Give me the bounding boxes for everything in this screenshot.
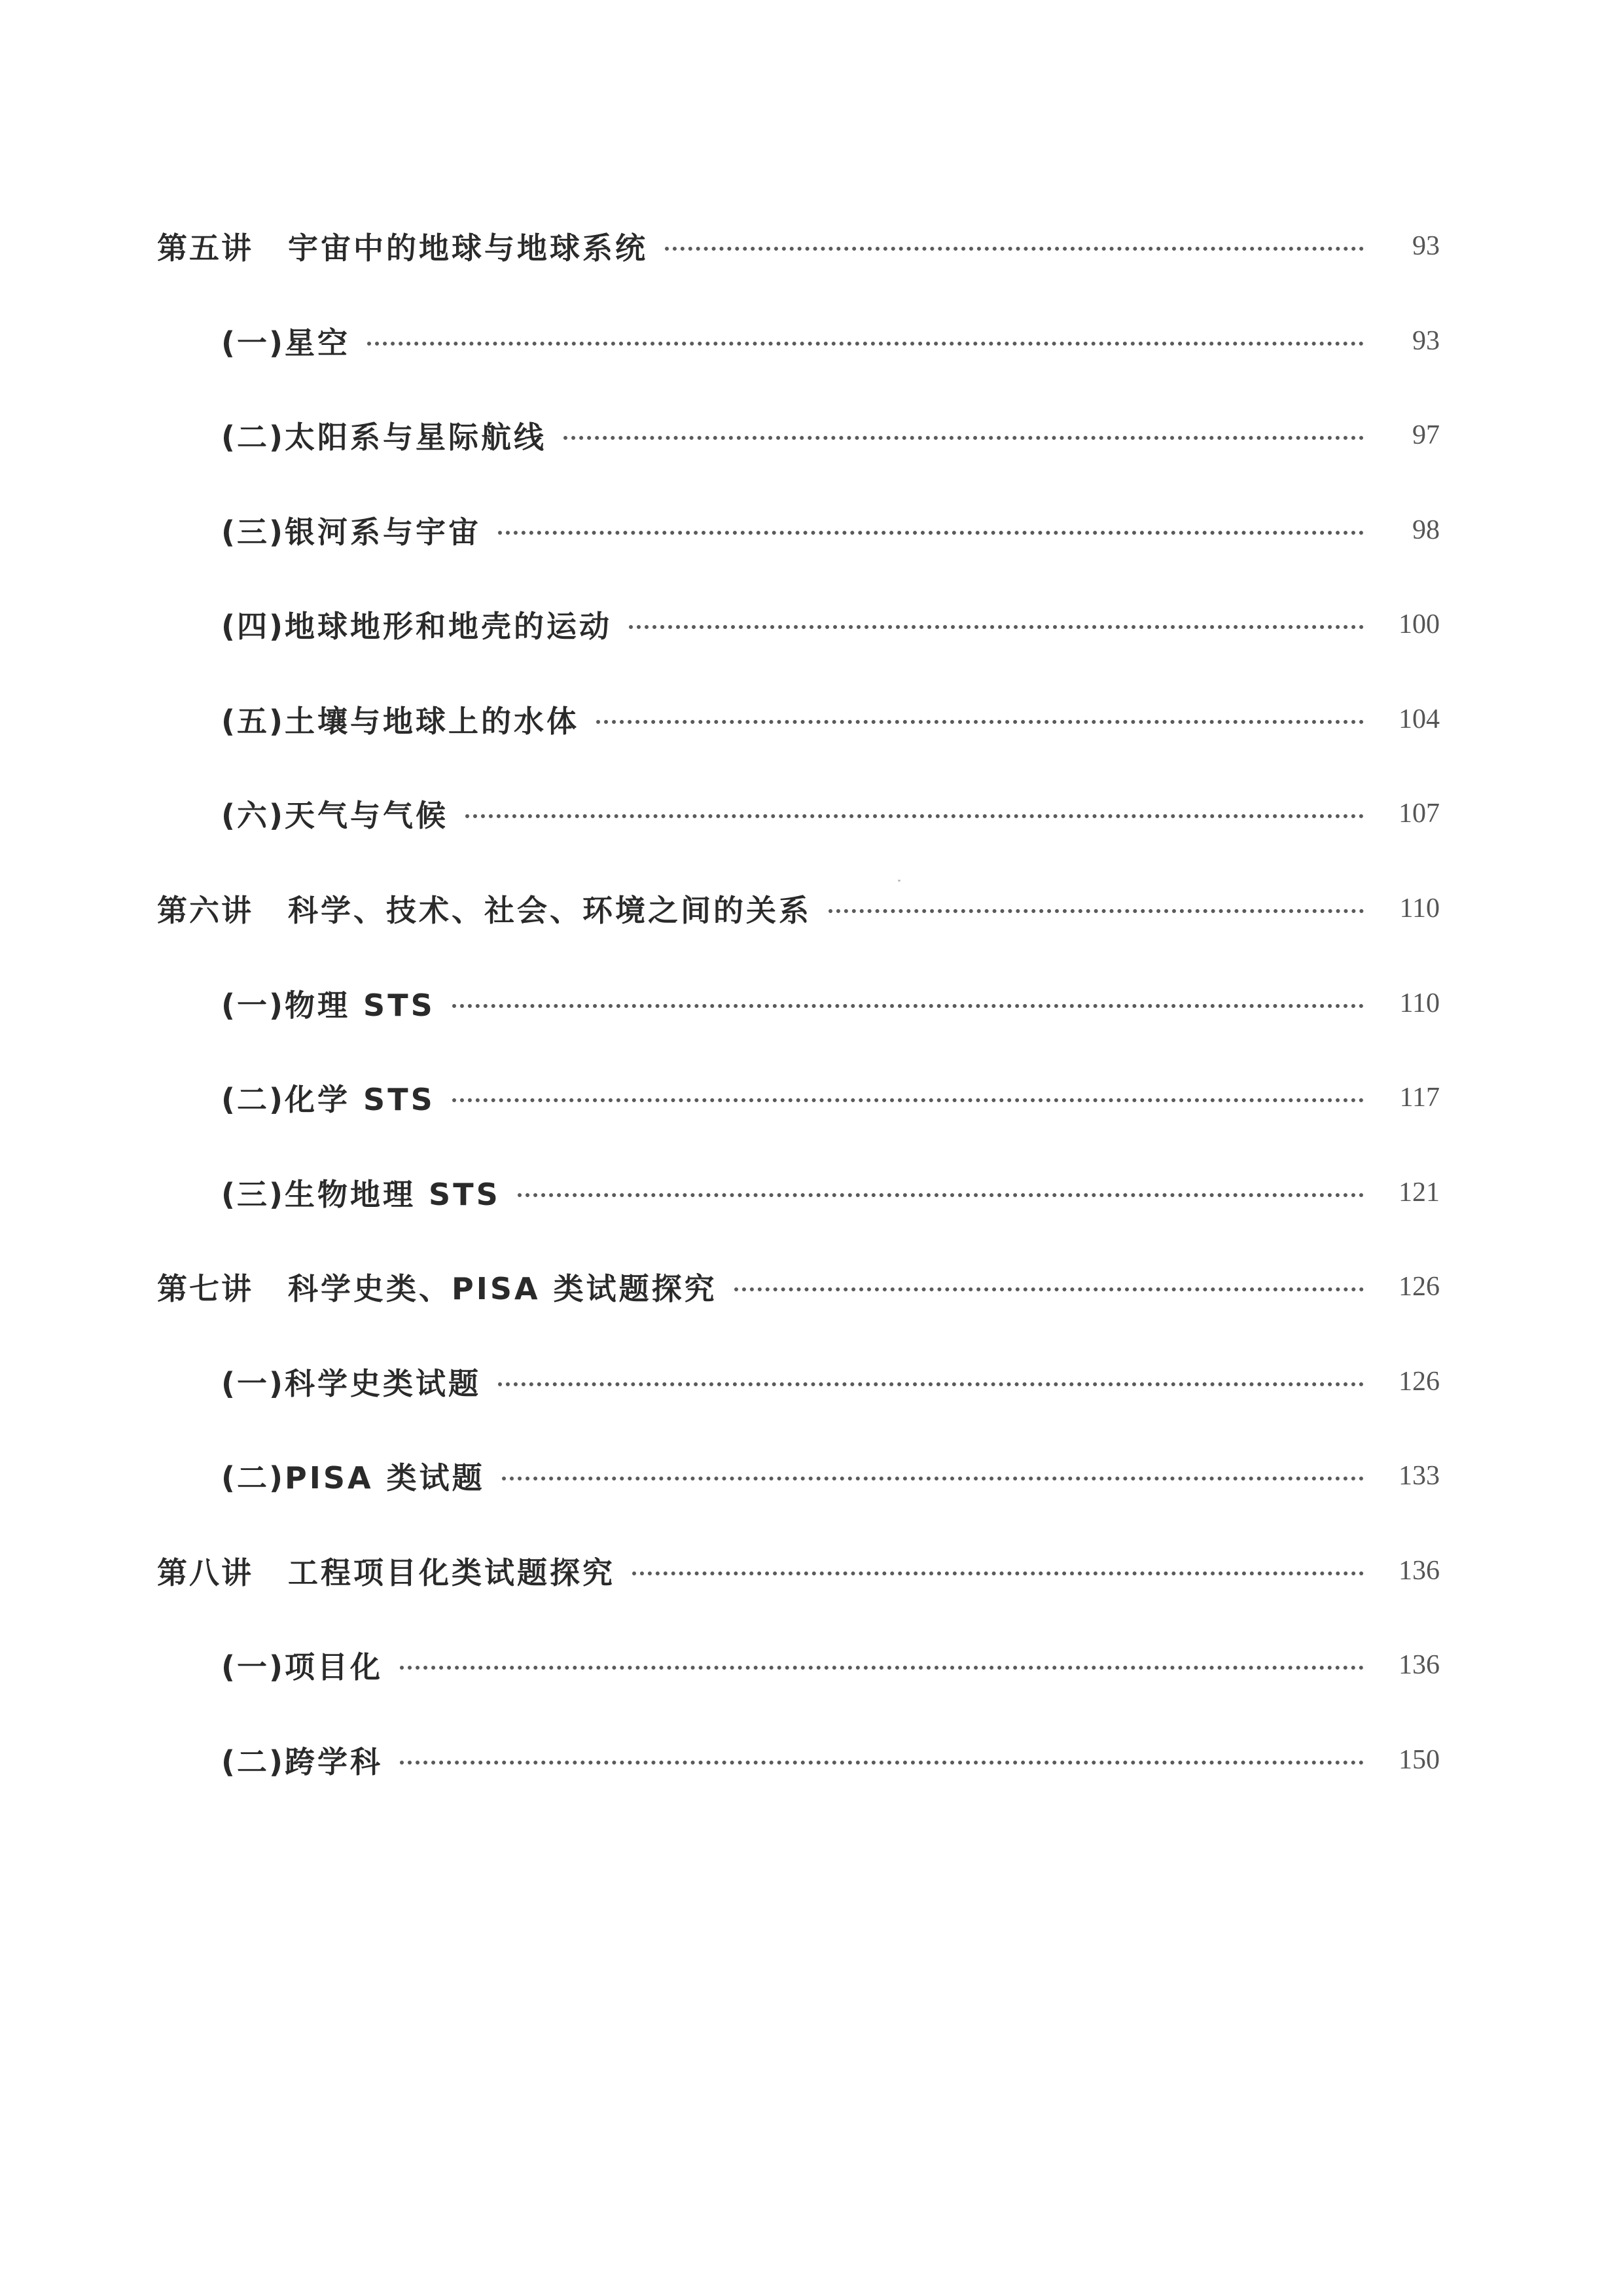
- dot-leader: [400, 1666, 1364, 1670]
- toc-section-7-2[interactable]: [221, 1450, 1440, 1502]
- toc-section-title: 天气与气候: [285, 798, 449, 833]
- dot-leader: [563, 436, 1364, 440]
- dot-leader: [596, 720, 1364, 724]
- toc-section-title: 土壤与地球上的水体: [285, 704, 580, 739]
- dot-leader: [498, 531, 1364, 535]
- toc-page-number: 93: [1412, 326, 1440, 356]
- dot-leader: [518, 1193, 1364, 1197]
- toc-section-number: (四): [221, 609, 285, 644]
- toc-chapter-number: 第五讲: [157, 230, 253, 266]
- toc-chapter-number: 第七讲: [157, 1271, 253, 1306]
- toc-chapter-5[interactable]: [157, 220, 1440, 272]
- toc-section-number: (三): [221, 1177, 285, 1212]
- toc-section-8-2[interactable]: [221, 1734, 1440, 1786]
- toc-section-5-1[interactable]: [221, 315, 1440, 367]
- dot-leader: [734, 1287, 1364, 1291]
- toc-section-number: (二): [221, 420, 285, 455]
- toc-section-number: (二): [221, 1082, 285, 1117]
- toc-section-5-3[interactable]: [221, 504, 1440, 556]
- toc-chapter-number: 第八讲: [157, 1555, 253, 1590]
- toc-section-5-4[interactable]: [221, 598, 1440, 651]
- dot-leader: [502, 1477, 1364, 1480]
- toc-page-number: 97: [1412, 420, 1440, 450]
- toc-section-number: (三): [221, 514, 285, 550]
- toc-section-6-3[interactable]: [221, 1166, 1440, 1219]
- toc-section-number: (二): [221, 1744, 285, 1780]
- dot-leader: [498, 1382, 1364, 1386]
- toc-section-6-2[interactable]: [221, 1071, 1440, 1124]
- dot-leader: [452, 1098, 1364, 1102]
- dot-leader: [829, 909, 1364, 913]
- toc-section-title: 物理 STS: [285, 988, 435, 1023]
- toc-section-title: 科学史类试题: [285, 1366, 482, 1401]
- toc-page-number: 98: [1412, 515, 1440, 545]
- toc-page-number: 100: [1399, 609, 1440, 639]
- toc-section-number: (六): [221, 798, 285, 833]
- toc-section-number: (一): [221, 1366, 285, 1401]
- toc-page-number: 150: [1399, 1745, 1440, 1775]
- toc-section-6-1[interactable]: [221, 977, 1440, 1030]
- dot-leader: [465, 814, 1364, 818]
- toc-page-number: 107: [1399, 798, 1440, 829]
- toc-page-number: 126: [1399, 1272, 1440, 1302]
- toc-section-5-2[interactable]: [221, 409, 1440, 461]
- dot-leader: [400, 1761, 1364, 1765]
- dot-leader: [632, 1571, 1364, 1575]
- toc-chapter-6[interactable]: [157, 882, 1440, 935]
- toc-section-number: (五): [221, 704, 285, 739]
- toc-section-7-1[interactable]: [221, 1355, 1440, 1408]
- toc-page-number: 136: [1399, 1650, 1440, 1680]
- toc-chapter-7[interactable]: [157, 1261, 1440, 1313]
- toc-page-number: 117: [1399, 1083, 1440, 1113]
- dot-leader: [665, 247, 1364, 251]
- toc-page-number: 110: [1399, 988, 1440, 1018]
- toc-page-number: 126: [1399, 1367, 1440, 1397]
- toc-section-title: 化学 STS: [285, 1082, 435, 1117]
- toc-chapter-title: 宇宙中的地球与地球系统: [288, 230, 648, 266]
- toc-section-title: 地球地形和地壳的运动: [285, 609, 613, 644]
- toc-section-5-6[interactable]: [221, 787, 1440, 840]
- toc-page-number: 121: [1399, 1177, 1440, 1208]
- toc-section-8-1[interactable]: [221, 1639, 1440, 1691]
- dot-leader: [629, 625, 1364, 629]
- toc-page-number: 104: [1399, 704, 1440, 734]
- toc-section-title: 星空: [285, 325, 351, 361]
- toc-section-number: (一): [221, 325, 285, 361]
- toc-page-number: 136: [1399, 1556, 1440, 1586]
- toc-section-title: 生物地理 STS: [285, 1177, 501, 1212]
- toc-section-title: 太阳系与星际航线: [285, 420, 547, 455]
- toc-section-title: 跨学科: [285, 1744, 383, 1780]
- toc-page-number: 93: [1412, 231, 1440, 261]
- toc-section-number: (二): [221, 1460, 285, 1496]
- toc-section-number: (一): [221, 988, 285, 1023]
- toc-section-title: PISA 类试题: [285, 1460, 485, 1496]
- dot-leader: [367, 342, 1364, 346]
- toc-section-title: 项目化: [285, 1649, 383, 1685]
- toc-section-number: (一): [221, 1649, 285, 1685]
- scan-speck: [898, 880, 901, 882]
- toc-page-number: 133: [1399, 1461, 1440, 1491]
- toc-chapter-number: 第六讲: [157, 893, 253, 928]
- toc-page-number: 110: [1399, 893, 1440, 924]
- toc-section-5-5[interactable]: [221, 693, 1440, 745]
- toc-chapter-title: 工程项目化类试题探究: [288, 1555, 615, 1590]
- toc-chapter-title: 科学史类、PISA 类试题探究: [288, 1271, 717, 1306]
- toc-section-title: 银河系与宇宙: [285, 514, 482, 550]
- dot-leader: [452, 1004, 1364, 1008]
- toc-chapter-8[interactable]: [157, 1545, 1440, 1597]
- toc-chapter-title: 科学、技术、社会、环境之间的关系: [288, 893, 812, 928]
